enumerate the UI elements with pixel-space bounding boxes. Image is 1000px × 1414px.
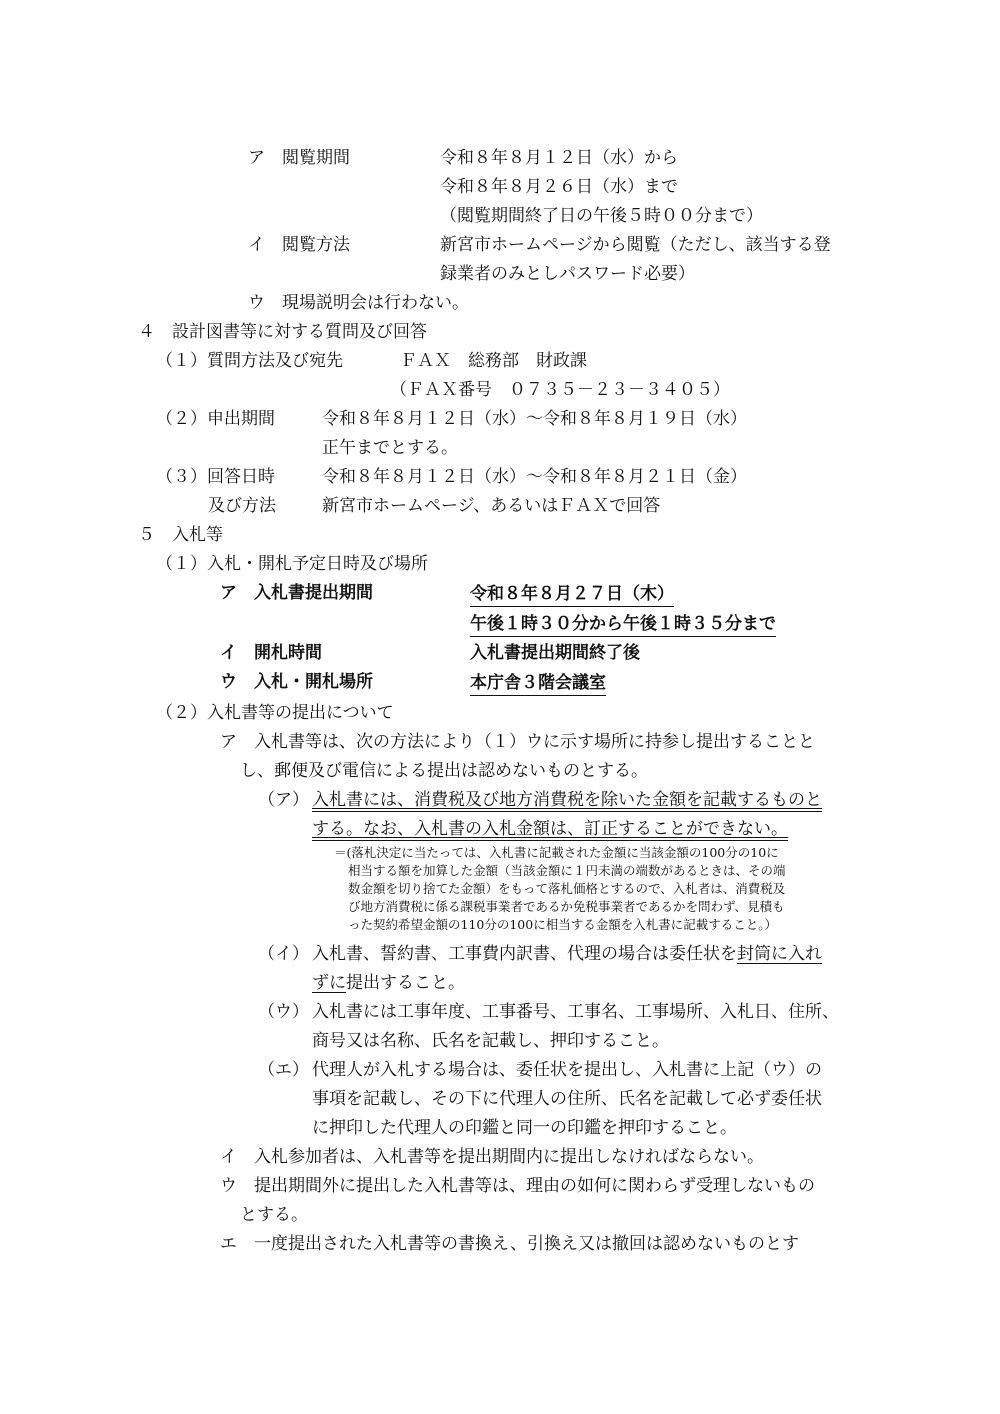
question-method-value: ＦＡＸ 総務部 財政課 xyxy=(400,351,587,371)
bid-submission-time: 午後１時３０分から午後１時３５分まで xyxy=(470,612,776,637)
bid-location-label: ウ 入札・開札場所 xyxy=(220,672,373,692)
viewing-method-line1: 新宮市ホームページから閲覧（ただし、該当する登 xyxy=(440,235,831,255)
late-submission-line2: とする。 xyxy=(240,1205,308,1225)
bid-opening-time-label: イ 開札時間 xyxy=(220,643,322,663)
item-i-line1: 入札書、誓約書、工事費内訳書、代理の場合は委任状を xyxy=(312,944,737,964)
deadline-rule: イ 入札参加者は、入札書等を提出期間内に提出しなければならない。 xyxy=(220,1147,764,1167)
note-line4: び地方消費税に係る課税事業者であるか免税事業者であるかを問わず、見積も xyxy=(348,899,785,914)
item-u-line1: 入札書には工事年度、工事番号、工事名、工事場所、入札日、住所、 xyxy=(312,1002,839,1022)
no-revision-line1: エ 一度提出された入札書等の書換え、引換え又は撤回は認めないものとす xyxy=(220,1234,800,1254)
site-briefing-note: ウ 現場説明会は行わない。 xyxy=(248,293,469,313)
section-4-heading: ４ 設計図書等に対する質問及び回答 xyxy=(138,322,427,342)
bid-document-submission-label: （２）入札書等の提出について xyxy=(156,703,394,723)
bid-schedule-label: （１）入札・開札予定日時及び場所 xyxy=(156,554,428,574)
item-a-mark: （ア） xyxy=(258,790,309,810)
item-u-mark: （ウ） xyxy=(258,1002,309,1022)
item-e-mark: （エ） xyxy=(258,1060,309,1080)
item-u-line2: 商号又は名称、氏名を記載し、押印すること。 xyxy=(312,1031,669,1051)
section-5-heading: ５ 入札等 xyxy=(138,525,223,545)
fax-number: （ＦＡＸ番号 ０７３５－２３－３４０５） xyxy=(390,380,730,400)
answer-method-label: 及び方法 xyxy=(208,496,276,516)
viewing-period-start: 令和８年８月１２日（水）から xyxy=(440,148,678,168)
item-e-line1: 代理人が入札する場合は、委任状を提出し、入札書に上記（ウ）の xyxy=(312,1060,822,1080)
submission-method-line1: ア 入札書等は、次の方法により（１）ウに示す場所に持参し提出することと xyxy=(220,732,815,752)
item-i-underline1: 封筒に入れ xyxy=(737,944,822,964)
answer-date-value: 令和８年８月１２日（水）～令和８年８月２１日（金） xyxy=(322,467,747,487)
note-line1: ＝(落札決定に当たっては、入札書に記載された金額に当該金額の100分の10に xyxy=(334,845,779,860)
late-submission-line1: ウ 提出期間外に提出した入札書等は、理由の如何に関わらず受理しないもの xyxy=(220,1176,815,1196)
item-e-line3: に押印した代理人の印鑑と同一の印鑑を押印すること。 xyxy=(312,1118,737,1138)
item-i-underline2: ずに xyxy=(312,973,346,993)
bid-opening-time-value: 入札書提出期間終了後 xyxy=(470,643,640,663)
answer-method-value: 新宮市ホームページ、あるいはＦＡＸで回答 xyxy=(322,496,661,516)
answer-date-label: （３）回答日時 xyxy=(156,467,275,487)
item-e-line2: 事項を記載し、その下に代理人の住所、氏名を記載して必ず委任状 xyxy=(312,1089,822,1109)
viewing-period-label: ア 閲覧期間 xyxy=(248,148,350,168)
question-method-label: （１）質問方法及び宛先 xyxy=(156,351,343,371)
note-line2: 相当する額を加算した金額（当該金額に１円未満の端数があるときは、その端 xyxy=(348,863,786,878)
note-line5: った契約希望金額の110分の100に相当する金額を入札書に記載すること。） xyxy=(348,917,777,932)
submission-method-line2: し、郵便及び電信による提出は認めないものとする。 xyxy=(240,761,648,781)
item-i-line2: 提出すること。 xyxy=(346,973,465,993)
viewing-method-label: イ 閲覧方法 xyxy=(248,235,350,255)
note-line3: 数金額を切り捨てた金額）をもって落札価格とするので、入札者は、消費税及 xyxy=(348,881,786,896)
application-period-value: 令和８年８月１２日（水）～令和８年８月１９日（水） xyxy=(322,409,747,429)
viewing-method-line2: 録業者のみとしパスワード必要） xyxy=(440,264,695,284)
item-i-mark: （イ） xyxy=(258,944,309,964)
bid-submission-period-label: ア 入札書提出期間 xyxy=(220,583,373,603)
viewing-period-end: 令和８年８月２６日（水）まで xyxy=(440,177,678,197)
application-period-value2: 正午までとする。 xyxy=(322,438,458,458)
item-a-line2: する。なお、入札書の入札金額は、訂正することができない。 xyxy=(312,819,788,839)
bid-location-value: 本庁舎３階会議室 xyxy=(470,671,606,696)
viewing-period-note: （閲覧期間終了日の午後５時００分まで） xyxy=(440,206,763,226)
application-period-label: （２）申出期間 xyxy=(156,409,275,429)
bid-submission-date: 令和８年８月２７日（木） xyxy=(470,582,674,607)
item-a-line1: 入札書には、消費税及び地方消費税を除いた金額を記載するものと xyxy=(312,790,822,810)
